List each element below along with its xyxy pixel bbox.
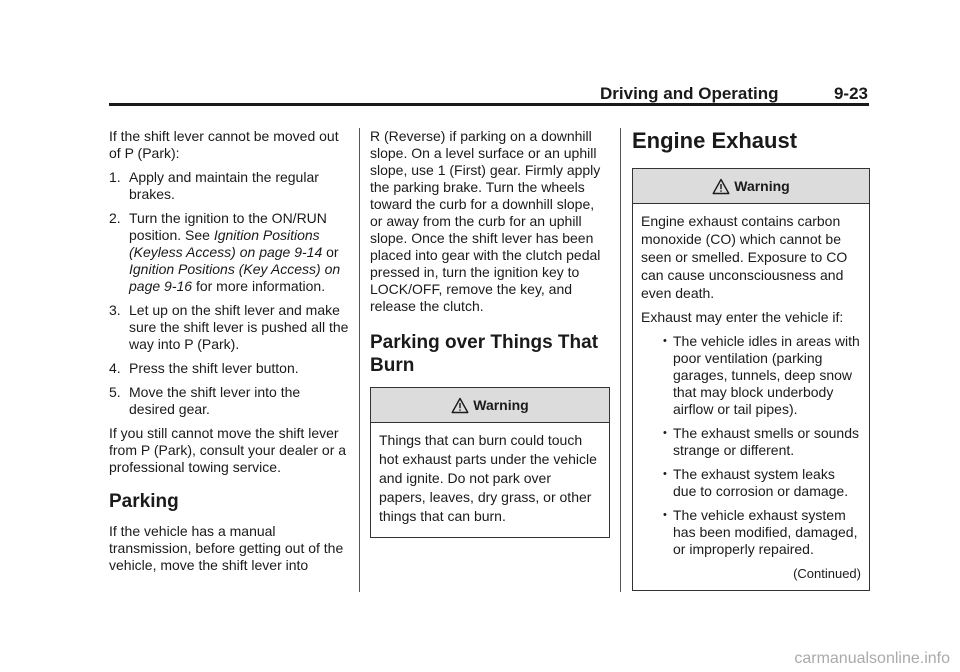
- warning-body: [633, 204, 869, 590]
- section-title: Driving and Operating: [600, 84, 779, 103]
- column-2: [370, 128, 610, 538]
- warning-label: Warning: [734, 177, 790, 194]
- warning-header: [371, 388, 609, 423]
- warning-header: [633, 169, 869, 204]
- link-keyless-access[interactable]: Ignition Positions (Keyless Access) on page 9-14: [129, 227, 323, 260]
- bullet-item: • The exhaust smells or sounds strange or different.: [663, 425, 859, 458]
- column-3: [632, 128, 870, 591]
- bullet-icon: •: [663, 468, 667, 480]
- warning-box-burn: [370, 387, 610, 538]
- bullet-icon: •: [663, 335, 667, 347]
- bullet-item: • The exhaust system leaks due to corrosion or damage.: [663, 466, 849, 499]
- parking-continued-text: R (Reverse) if parking on a downhill slope. On a level surface or an uphill slope, use 1 (First) gear. Firmly apply the parking brake. Turn the wheels toward the curb for a downhill slope, or away from the curb for an uphill slope. Once the shift lever has been placed into gear with the clutch pedal pressed in, turn the ignition key to LOCK/OFF, remove the key, and release the clutch.: [370, 128, 601, 314]
- warning-text: Things that can burn could touch hot exhaust parts under the vehicle and ignite. Do not park over papers, leaves, dry grass, or other things that can burn.: [379, 432, 597, 524]
- bullet-icon: •: [663, 427, 667, 439]
- step-3: 3. Let up on the shift lever and make sure the shift lever is pushed all the way into P (Park).: [109, 302, 349, 352]
- exhaust-para-1: Engine exhaust contains carbon monoxide (CO) which cannot be seen or smelled. Exposure to CO can cause unconsciousness and even death.: [641, 213, 848, 301]
- step-4: 4. Press the shift lever button.: [109, 360, 299, 376]
- bullet-icon: •: [663, 509, 667, 521]
- parking-over-things-heading: Parking over Things That Burn: [370, 332, 599, 376]
- step-2: 2. Turn the ignition to the ON/RUN position. See Ignition Positions (Keyless Access) on page 9-14 or Ignition Positions (Key Access) on page 9-16 for more information.: [109, 210, 341, 294]
- warning-label: Warning: [473, 396, 529, 413]
- parking-heading: Parking: [109, 491, 179, 512]
- step-1: 1. Apply and maintain the regular brakes.: [109, 169, 319, 202]
- after-steps-text: If you still cannot move the shift lever from P (Park), consult your dealer or a professional towing service.: [109, 425, 347, 475]
- step-5: 5. Move the shift lever into the desired gear.: [109, 384, 301, 417]
- bullet-item: • The vehicle exhaust system has been modified, damaged, or improperly repaired.: [663, 507, 858, 557]
- bullet-item: • The vehicle idles in areas with poor ventilation (parking garages, tunnels, deep snow that may block underbody airflow or tail pipes).: [663, 333, 860, 417]
- link-key-access[interactable]: Ignition Positions (Key Access) on page 9-16: [129, 261, 341, 294]
- header-rule: [109, 103, 869, 106]
- column-divider-2: [620, 128, 621, 592]
- warning-body: [371, 423, 609, 537]
- column-1: [109, 128, 349, 581]
- parking-text: If the vehicle has a manual transmission, before getting out of the vehicle, move the shift lever into: [109, 523, 344, 573]
- engine-exhaust-heading: Engine Exhaust: [632, 128, 798, 153]
- exhaust-para-2: Exhaust may enter the vehicle if:: [641, 309, 844, 325]
- page-number: 9-23: [833, 84, 868, 103]
- intro-text: If the shift lever cannot be moved out of P (Park):: [109, 128, 339, 161]
- watermark-text: carmanualsonline.info: [794, 650, 950, 667]
- page-header: [600, 84, 868, 104]
- warning-triangle-icon: [712, 178, 730, 195]
- warning-triangle-icon: [451, 397, 469, 414]
- warning-box-exhaust: [632, 168, 870, 591]
- column-divider-1: [359, 128, 360, 592]
- continued-label: (Continued): [793, 566, 861, 581]
